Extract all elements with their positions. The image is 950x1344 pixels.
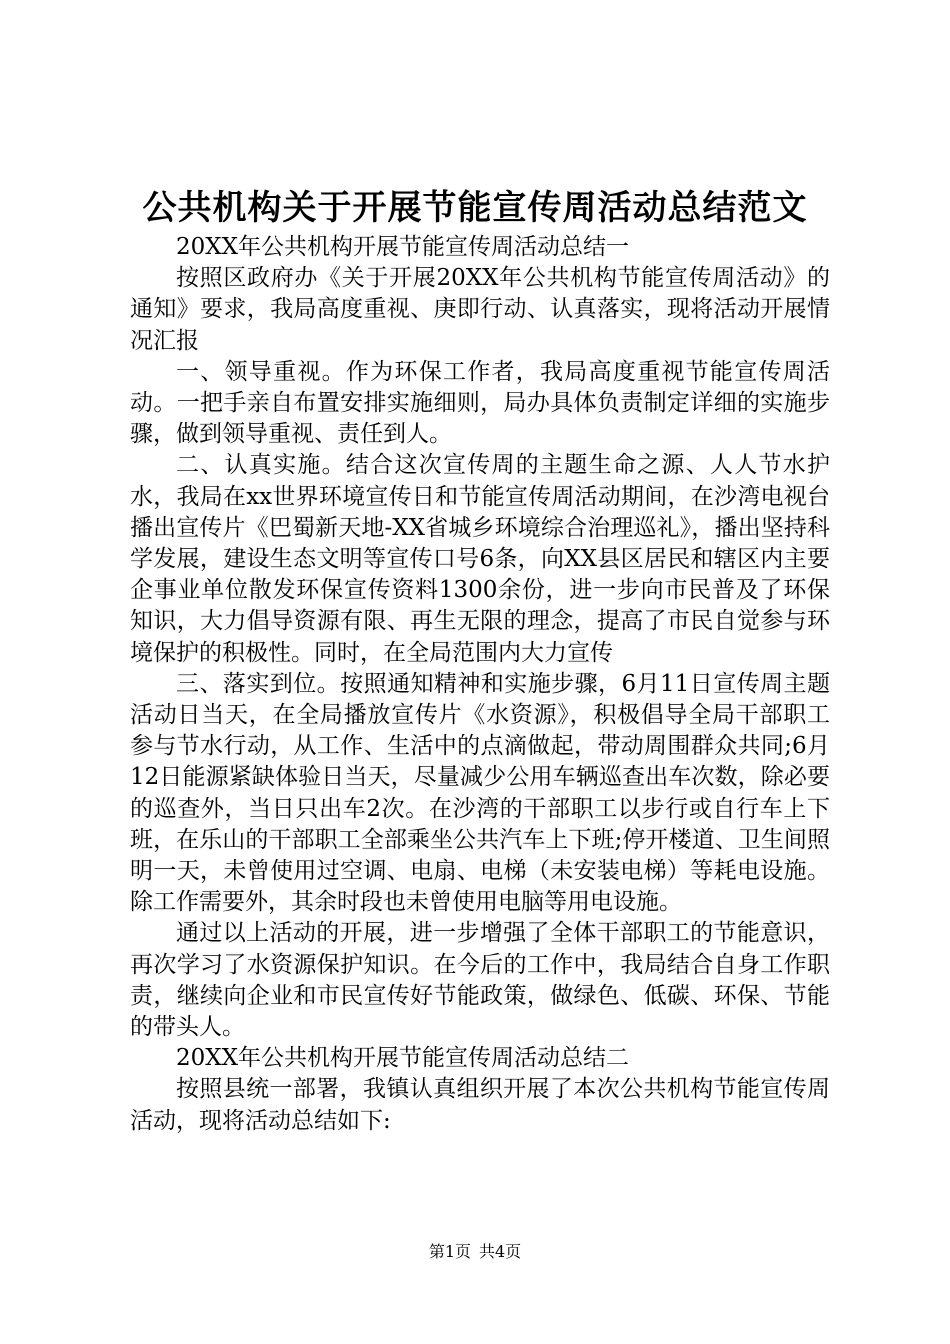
paragraph-second-intro: 按照县统一部署，我镇认真组织开展了本次公共机构节能宣传周活动，现将活动总结如下: bbox=[130, 1076, 830, 1134]
paragraph-execution: 三、落实到位。按照通知精神和实施步骤，6月11日宣传周主题活动日当天，在全局播放宣传片《水资源》，积极倡导全局干部职工参与节水行动，从工作、生活中的点滴做起，带动周围群众共同;6月12日能源紧缺体验日当天，尽量减少公用车辆巡查出车次数，除必要的巡查外，当日只出车2次。在沙湾的干部职工以步行或自行车上下班，在乐山的干部职工全部乘坐公共汽车上下班;停开楼道、卫生间照明一天，未曾使用过空调、电扇、电梯（未安装电梯）等耗电设施。除工作需要外，其余时段也未曾使用电脑等用电设施。 bbox=[130, 670, 830, 916]
paragraph-implementation: 二、认真实施。结合这次宣传周的主题生命之源、人人节水护水，我局在xx世界环境宣传日和节能宣传周活动期间，在沙湾电视台播出宣传片《巴蜀新天地-XX省城乡环境综合治理巡礼》，播出坚持科学发展，建设生态文明等宣传口号6条，向XX县区居民和辖区内主要企事业单位散发环保宣传资料1300余份，进一步向市民普及了环保知识，大力倡导资源有限、再生无限的理念，提高了市民自觉参与环境保护的积极性。同时，在全局范围内大力宣传 bbox=[130, 452, 830, 666]
paragraph-leadership: 一、领导重视。作为环保工作者，我局高度重视节能宣传周活动。一把手亲自布置安排实施细则，局办具体负责制定详细的实施步骤，做到领导重视、责任到人。 bbox=[130, 358, 830, 448]
paragraph-intro: 按照区政府办《关于开展20XX年公共机构节能宣传周活动》的通知》要求，我局高度重视、庚即行动、认真落实，现将活动开展情况汇报 bbox=[130, 265, 830, 354]
page-footer bbox=[0, 1241, 950, 1263]
page-total: 共4页 bbox=[479, 1242, 522, 1261]
paragraph-conclusion: 通过以上活动的开展，进一步增强了全体干部职工的节能意识，再次学习了水资源保护知识。在今后的工作中，我局结合自身工作职责，继续向企业和市民宣传好节能政策，做绿色、低碳、环保、节能的带头人。 bbox=[130, 920, 830, 1041]
section-heading-2: 20XX年公共机构开展节能宣传周活动总结二 bbox=[176, 1045, 630, 1072]
document-body bbox=[130, 232, 830, 1137]
page-number: 第1页 bbox=[428, 1242, 471, 1261]
section-heading-1: 20XX年公共机构开展节能宣传周活动总结一 bbox=[176, 234, 630, 260]
document-title: 公共机构关于开展节能宣传周活动总结范文 bbox=[142, 188, 808, 228]
